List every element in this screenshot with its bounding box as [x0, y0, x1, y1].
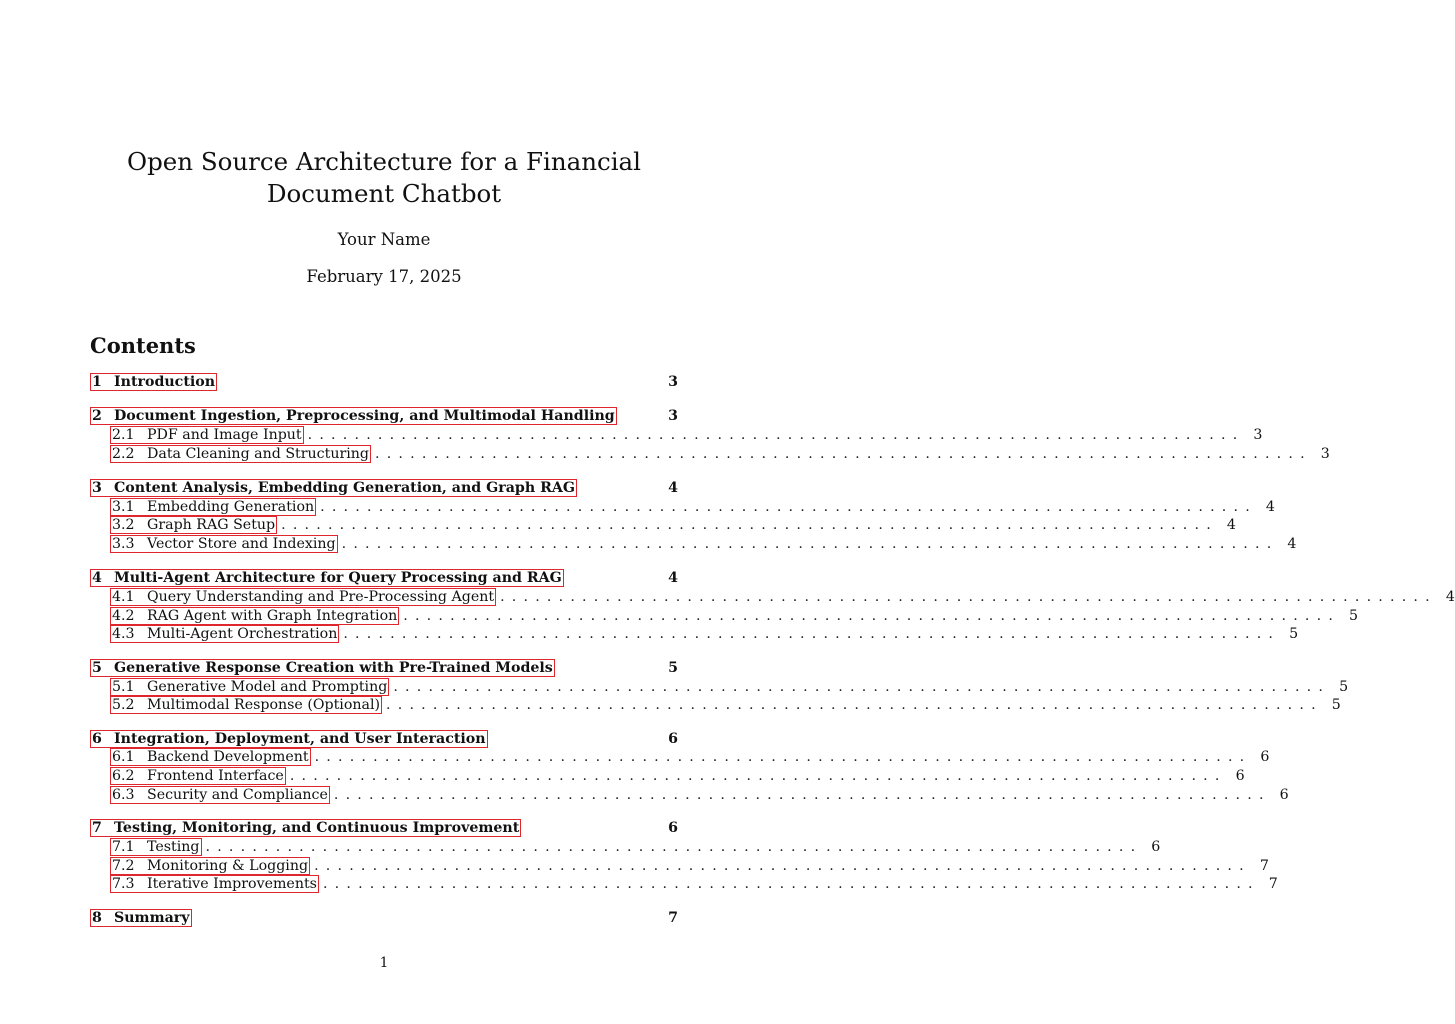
- toc-entry-title: Query Understanding and Pre-Processing Agent: [147, 588, 495, 605]
- toc-dot-leader: ................................................................................: [289, 768, 1227, 784]
- toc-page-number: 6: [668, 820, 678, 836]
- toc-link[interactable]: [110, 767, 286, 785]
- toc-page-number: 7: [668, 910, 678, 926]
- toc-link[interactable]: [110, 678, 389, 696]
- toc-page-number: 5: [1331, 697, 1341, 713]
- toc-link[interactable]: [110, 588, 496, 606]
- toc-entry-number: 7.1: [112, 838, 135, 855]
- toc-entry-title: Data Cleaning and Structuring: [147, 445, 370, 462]
- toc-dot-leader: ................................................................................: [320, 499, 1257, 515]
- toc-page-number: 6: [1235, 768, 1245, 784]
- toc-link[interactable]: [110, 516, 277, 534]
- toc-subsection-entry: [90, 837, 1161, 857]
- toc-entry-number: 6: [92, 730, 102, 747]
- toc-link[interactable]: [90, 819, 521, 837]
- toc-subsection-entry: [90, 444, 1330, 464]
- toc-page-number: 3: [668, 374, 678, 390]
- toc-link[interactable]: [110, 875, 319, 893]
- toc-page-number: 7: [1259, 858, 1269, 874]
- toc-entry-number: 1: [92, 373, 102, 390]
- toc-entry-number: 6.3: [112, 786, 135, 803]
- toc-dot-leader: ................................................................................: [281, 517, 1218, 533]
- toc-entry-number: 2.1: [112, 426, 135, 443]
- toc-entry-number: 4.1: [112, 588, 135, 605]
- toc-link[interactable]: [110, 607, 399, 625]
- toc-link[interactable]: [110, 445, 371, 463]
- toc-link[interactable]: [90, 373, 217, 391]
- toc-entry-title: Backend Development: [147, 748, 309, 765]
- toc-dot-leader: ................................................................................: [314, 858, 1251, 874]
- toc-page-number: 6: [1260, 749, 1270, 765]
- toc-link[interactable]: [110, 786, 330, 804]
- toc-entry-title: Integration, Deployment, and User Interaction: [114, 730, 486, 747]
- toc-subsection-entry: [90, 695, 1341, 715]
- toc-entry-title: Monitoring & Logging: [147, 857, 309, 874]
- toc-entry-title: RAG Agent with Graph Integration: [147, 607, 398, 624]
- toc-section-entry: [90, 372, 678, 392]
- toc-page-number: 3: [668, 408, 678, 424]
- toc-dot-leader: ................................................................................: [393, 679, 1331, 695]
- document-title: Open Source Architecture for a Financial Document Chatbot: [126, 147, 641, 208]
- toc-dot-leader: ................................................................................: [205, 839, 1143, 855]
- toc-entry-title: Summary: [114, 909, 190, 926]
- toc-entry-number: 5.1: [112, 678, 135, 695]
- toc-subsection-entry: [90, 425, 1263, 445]
- toc-link[interactable]: [110, 696, 382, 714]
- toc-page-number: 6: [1151, 839, 1161, 855]
- toc-entry-title: Generative Model and Prompting: [147, 678, 388, 695]
- toc-entry-number: 6.2: [112, 767, 135, 784]
- toc-subsection-entry: [90, 624, 1299, 644]
- author-name: Your Name: [337, 230, 431, 249]
- toc-subsection-entry: [90, 785, 1289, 805]
- toc-entry-number: 3.3: [112, 535, 135, 552]
- toc-dot-leader: ................................................................................: [386, 697, 1323, 713]
- toc-entry-title: Multi-Agent Architecture for Query Processing and RAG: [114, 569, 562, 586]
- toc-link[interactable]: [110, 748, 311, 766]
- toc-link[interactable]: [110, 498, 316, 516]
- page-number: 1: [379, 955, 389, 971]
- toc-page-number: 3: [1253, 427, 1263, 443]
- toc-subsection-entry: [90, 497, 1275, 517]
- document-date: February 17, 2025: [306, 267, 462, 286]
- toc-entry-title: Content Analysis, Embedding Generation, and Graph RAG: [114, 479, 576, 496]
- toc-link[interactable]: [110, 535, 338, 553]
- toc-section-entry: [90, 568, 678, 588]
- toc-link[interactable]: [90, 730, 488, 748]
- toc-entry-number: 7.2: [112, 857, 135, 874]
- toc-section-entry: [90, 729, 678, 749]
- toc-dot-leader: ................................................................................: [403, 608, 1341, 624]
- toc-link[interactable]: [90, 479, 577, 497]
- toc-subsection-entry: [90, 747, 1270, 767]
- toc-dot-leader: ................................................................................: [375, 446, 1312, 462]
- toc-link[interactable]: [90, 909, 192, 927]
- toc-entry-title: Frontend Interface: [147, 767, 284, 784]
- toc-entry-number: 5.2: [112, 696, 135, 713]
- toc-section-entry: [90, 818, 678, 838]
- toc-page-number: 4: [1287, 536, 1297, 552]
- toc-link[interactable]: [90, 659, 555, 677]
- toc-page-number: 4: [1265, 499, 1275, 515]
- toc-page-number: 4: [1445, 589, 1455, 605]
- toc-dot-leader: ................................................................................: [343, 626, 1281, 642]
- toc-entry-title: Embedding Generation: [147, 498, 315, 515]
- toc-section-entry: [90, 406, 678, 426]
- toc-subsection-entry: [90, 766, 1245, 786]
- toc-entry-title: Generative Response Creation with Pre-Trained Models: [114, 659, 553, 676]
- toc-entry-number: 3.1: [112, 498, 135, 515]
- toc-subsection-entry: [90, 606, 1359, 626]
- toc-page-number: 5: [668, 660, 678, 676]
- toc-entry-title: Multimodal Response (Optional): [147, 696, 381, 713]
- toc-entry-number: 6.1: [112, 748, 135, 765]
- toc-entry-title: Iterative Improvements: [147, 875, 317, 892]
- toc-entry-title: Graph RAG Setup: [147, 516, 276, 533]
- toc-page-number: 3: [1320, 446, 1330, 462]
- toc-dot-leader: ................................................................................: [322, 876, 1260, 892]
- contents-heading: Contents: [90, 333, 196, 358]
- toc-entry-number: 2.2: [112, 445, 135, 462]
- toc-link[interactable]: [90, 407, 617, 425]
- toc-subsection-entry: [90, 856, 1269, 876]
- toc-entry-number: 4.3: [112, 625, 135, 642]
- toc-section-entry: [90, 908, 678, 928]
- toc-page-number: 5: [1349, 608, 1359, 624]
- toc-page-number: 4: [668, 570, 678, 586]
- toc-page-number: 5: [1339, 679, 1349, 695]
- toc-entry-number: 3: [92, 479, 102, 496]
- toc-dot-leader: ................................................................................: [333, 787, 1271, 803]
- toc-subsection-entry: [90, 677, 1349, 697]
- toc-entry-number: 8: [92, 909, 102, 926]
- toc-dot-leader: ................................................................................: [500, 589, 1437, 605]
- toc-entry-number: 7: [92, 819, 102, 836]
- toc-subsection-entry: [90, 515, 1236, 535]
- toc-page-number: 6: [668, 731, 678, 747]
- toc-entry-number: 5: [92, 659, 102, 676]
- toc-section-entry: [90, 478, 678, 498]
- toc-dot-leader: ................................................................................: [307, 427, 1245, 443]
- toc-entry-title: Testing, Monitoring, and Continuous Improvement: [114, 819, 520, 836]
- toc-link[interactable]: [90, 569, 564, 587]
- toc-page-number: 6: [1279, 787, 1289, 803]
- toc-link[interactable]: [110, 426, 304, 444]
- toc-entry-title: Introduction: [114, 373, 216, 390]
- toc-entry-number: 2: [92, 407, 102, 424]
- toc-entry-title: Testing: [147, 838, 200, 855]
- toc-entry-title: Multi-Agent Orchestration: [147, 625, 338, 642]
- toc-entry-number: 4: [92, 569, 102, 586]
- toc-entry-title: PDF and Image Input: [147, 426, 302, 443]
- toc-subsection-entry: [90, 534, 1297, 554]
- toc-entry-number: 7.3: [112, 875, 135, 892]
- toc-page-number: 4: [1226, 517, 1236, 533]
- toc-section-entry: [90, 658, 678, 678]
- toc-entry-title: Security and Compliance: [147, 786, 328, 803]
- toc-link[interactable]: [110, 625, 339, 643]
- table-of-contents: [90, 0, 1455, 1024]
- toc-entry-number: 3.2: [112, 516, 135, 533]
- toc-page-number: 4: [668, 480, 678, 496]
- toc-dot-leader: ................................................................................: [341, 536, 1279, 552]
- toc-page-number: 7: [1268, 876, 1278, 892]
- toc-page-number: 5: [1289, 626, 1299, 642]
- toc-entry-title: Vector Store and Indexing: [147, 535, 336, 552]
- toc-link[interactable]: [110, 838, 202, 856]
- toc-entry-title: Document Ingestion, Preprocessing, and Multimodal Handling: [114, 407, 615, 424]
- toc-subsection-entry: [90, 587, 1455, 607]
- toc-entry-number: 4.2: [112, 607, 135, 624]
- toc-subsection-entry: [90, 874, 1278, 894]
- toc-link[interactable]: [110, 857, 310, 875]
- toc-dot-leader: ................................................................................: [314, 749, 1252, 765]
